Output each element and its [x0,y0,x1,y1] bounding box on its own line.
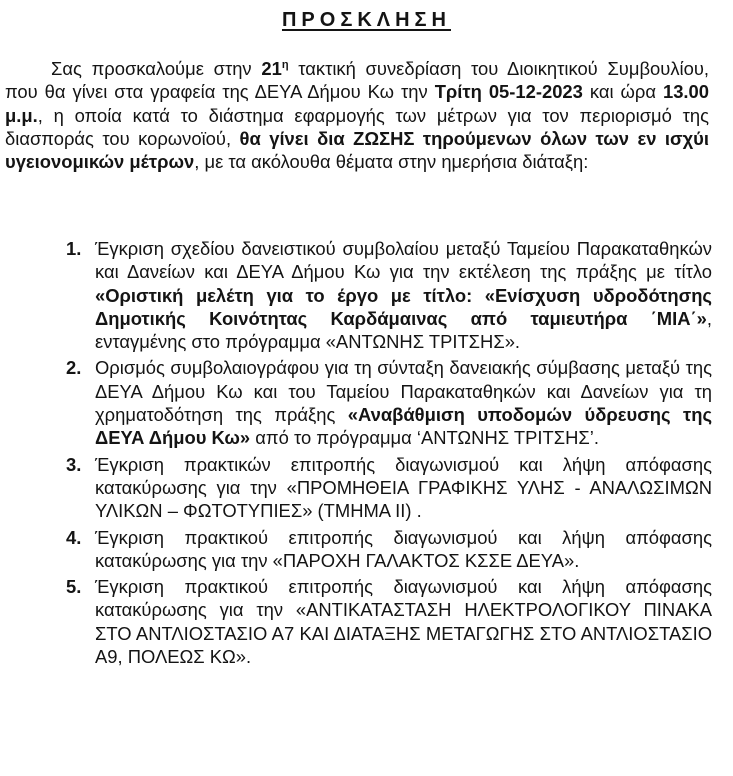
meeting-time: 13.00 μ.μ. [5,81,709,126]
intro-paragraph [5,57,709,173]
item-text: , ενταγμένης στο πρόγραμμα «ΑΝΤΩΝΗΣ ΤΡΙΤΣΗΣ». [95,307,712,353]
intro-text: , η οποία κατά το διάστημα εφαρμογής των μέτρων για τον περιορισμό της διασποράς του κορωνοϊού, [5,104,709,149]
item-text: από το πρόγραμμα ‘ΑΝΤΩΝΗΣ ΤΡΙΤΣΗΣ’. [250,427,599,449]
item-text: Έγκριση πρακτικών επιτροπής διαγωνισμού και λήψη απόφασης κατακύρωσης για την «ΠΡΟΜΗΘΕΙΑ ΓΡΑΦΙΚΗΣ ΥΛΗΣ - ΑΝΑΛΩΣΙΜΩΝ ΥΛΙΚΩΝ – ΦΩΤΟΤΥΠΙΕΣ» (ΤΜΗΜΑ ΙΙ) . [95,453,712,522]
meeting-date: Τρίτη 05-12-2023 [434,81,583,103]
item-bold-title: «Οριστική μελέτη για το έργο με τίτλο: «Ενίσχυση υδροδότησης Δημοτικής Κοινότητας Καρδάμαινας από ταμιευτήρα ΄ΜΙΑ΄» [95,284,712,329]
item-number: 1. [66,238,82,259]
item-bold-title: «Αναβάθμιση υποδομών ύδρευσης της ΔΕΥΑ Δήμου Κω» [95,404,713,449]
session-number: 21 [261,58,282,79]
in-person-note: θα γίνει δια ΖΩΣΗΣ τηρούμενων όλων των εν ισχύι υγειονομικών μέτρων [5,127,709,173]
agenda-item-2 [66,356,713,449]
intro-text: τακτική συνεδρίαση του Διοικητικού Συμβουλίου, που θα γίνει στα γραφεία της ΔΕΥΑ Δήμου Κω την [5,58,710,103]
agenda-list [0,237,733,668]
page-title: ΠΡΟΣΚΛΗΣΗ [281,9,451,31]
item-number: 4. [66,526,82,548]
agenda-item-4 [66,526,712,573]
item-number: 3. [66,453,82,475]
item-text: Έγκριση πρακτικού επιτροπής διαγωνισμού και λήψη απόφασης κατακύρωσης για την «ΑΝΤΙΚΑΤΑΣΤΑΣΗ ΗΛΕΚΤΡΟΛΟΓΙΚΟΥ ΠΙΝΑΚΑ ΣΤΟ ΑΝΤΛΙΟΣΤΑΣΙΟ Α7 ΚΑΙ ΔΙΑΤΑΞΗΣ ΜΕΤΑΓΩΓΗΣ ΣΤΟ ΑΝΤΛΙΟΣΤΑΣΙΟ Α9, ΠΟΛΕΩΣ ΚΩ». [95,576,712,668]
intro-text: και ώρα [582,81,663,103]
agenda-item-5 [66,575,712,668]
item-number: 2. [66,357,82,379]
session-ordinal: η [281,58,289,71]
item-text: Έγκριση σχεδίου δανειστικού συμβολαίου μεταξύ Ταμείου Παρακαταθηκών και Δανείων και ΔΕΥΑ Δήμου Κω για την εκτέλεση της πράξης με τίτλο [95,238,712,283]
item-text: Ορισμός συμβολαιογράφου για τη σύνταξη δανειακής σύμβασης μεταξύ της ΔΕΥΑ Δήμου Κω και του Ταμείου Παρακαταθηκών και Δανείων για τη χρηματοδότηση της πράξης [95,357,712,426]
item-number: 5. [66,576,82,598]
item-text: Έγκριση πρακτικού επιτροπής διαγωνισμού και λήψη απόφασης κατακύρωσης για την «ΠΑΡΟΧΗ ΓΑΛΑΚΤΟΣ ΚΣΣΕ ΔΕΥΑ». [95,526,712,571]
intro-text: , με τα ακόλουθα θέματα στην ημερήσια διάταξη: [194,151,589,173]
agenda-item-3 [66,453,712,523]
agenda-item-1 [66,237,712,353]
intro-text: Σας προσκαλούμε στην [51,58,262,79]
